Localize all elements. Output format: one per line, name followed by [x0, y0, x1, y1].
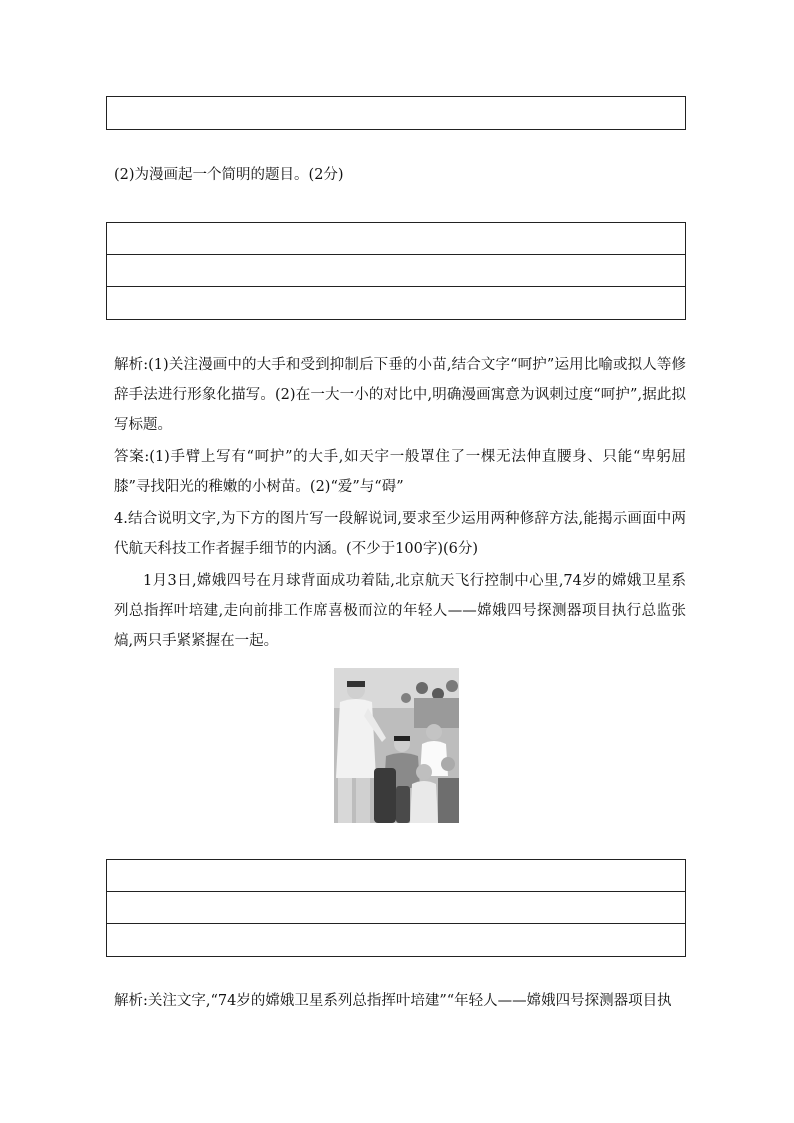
handshake-photo	[334, 668, 459, 823]
answer-line	[107, 97, 685, 129]
answer-box-q4	[106, 859, 686, 957]
answer-line	[107, 255, 685, 287]
answer-line	[107, 287, 685, 319]
question-4-material: 1月3日,嫦娥四号在月球背面成功着陆,北京航天飞行控制中心里,74岁的嫦娥卫星系列总指挥叶培建,走向前排工作席喜极而泣的年轻人——嫦娥四号探测器项目执行总监张熇,两只手紧紧握在一起。	[114, 573, 686, 649]
answer-paragraph-1: 答案:(1)手臂上写有“呵护”的大手,如天宇一般罩住了一棵无法伸直腰身、只能“卑躬屈膝”寻找阳光的稚嫩的小树苗。(2)“爱”与“碍”	[114, 449, 686, 495]
answer-line	[107, 223, 685, 255]
analysis-paragraph-1: 解析:(1)关注漫画中的大手和受到抑制后下垂的小苗,结合文字“呵护”运用比喻或拟人等修辞手法进行形象化描写。(2)在一大一小的对比中,明确漫画寓意为讽刺过度“呵护”,据此拟写标题。	[114, 357, 686, 433]
answer-box-q2	[106, 222, 686, 320]
answer-box-q1-tail	[106, 96, 686, 130]
answer-line	[107, 924, 685, 956]
answer-line	[107, 860, 685, 892]
analysis-paragraph-2: 解析:关注文字,“74岁的嫦娥卫星系列总指挥叶培建”“年轻人——嫦娥四号探测器项目执	[114, 993, 672, 1009]
answer-line	[107, 892, 685, 924]
question-4-prompt: 4.结合说明文字,为下方的图片写一段解说词,要求至少运用两种修辞方法,能揭示画面中两代航天科技工作者握手细节的内涵。(不少于100字)(6分)	[114, 511, 686, 557]
question-2-prompt: (2)为漫画起一个简明的题目。(2分)	[114, 167, 344, 183]
